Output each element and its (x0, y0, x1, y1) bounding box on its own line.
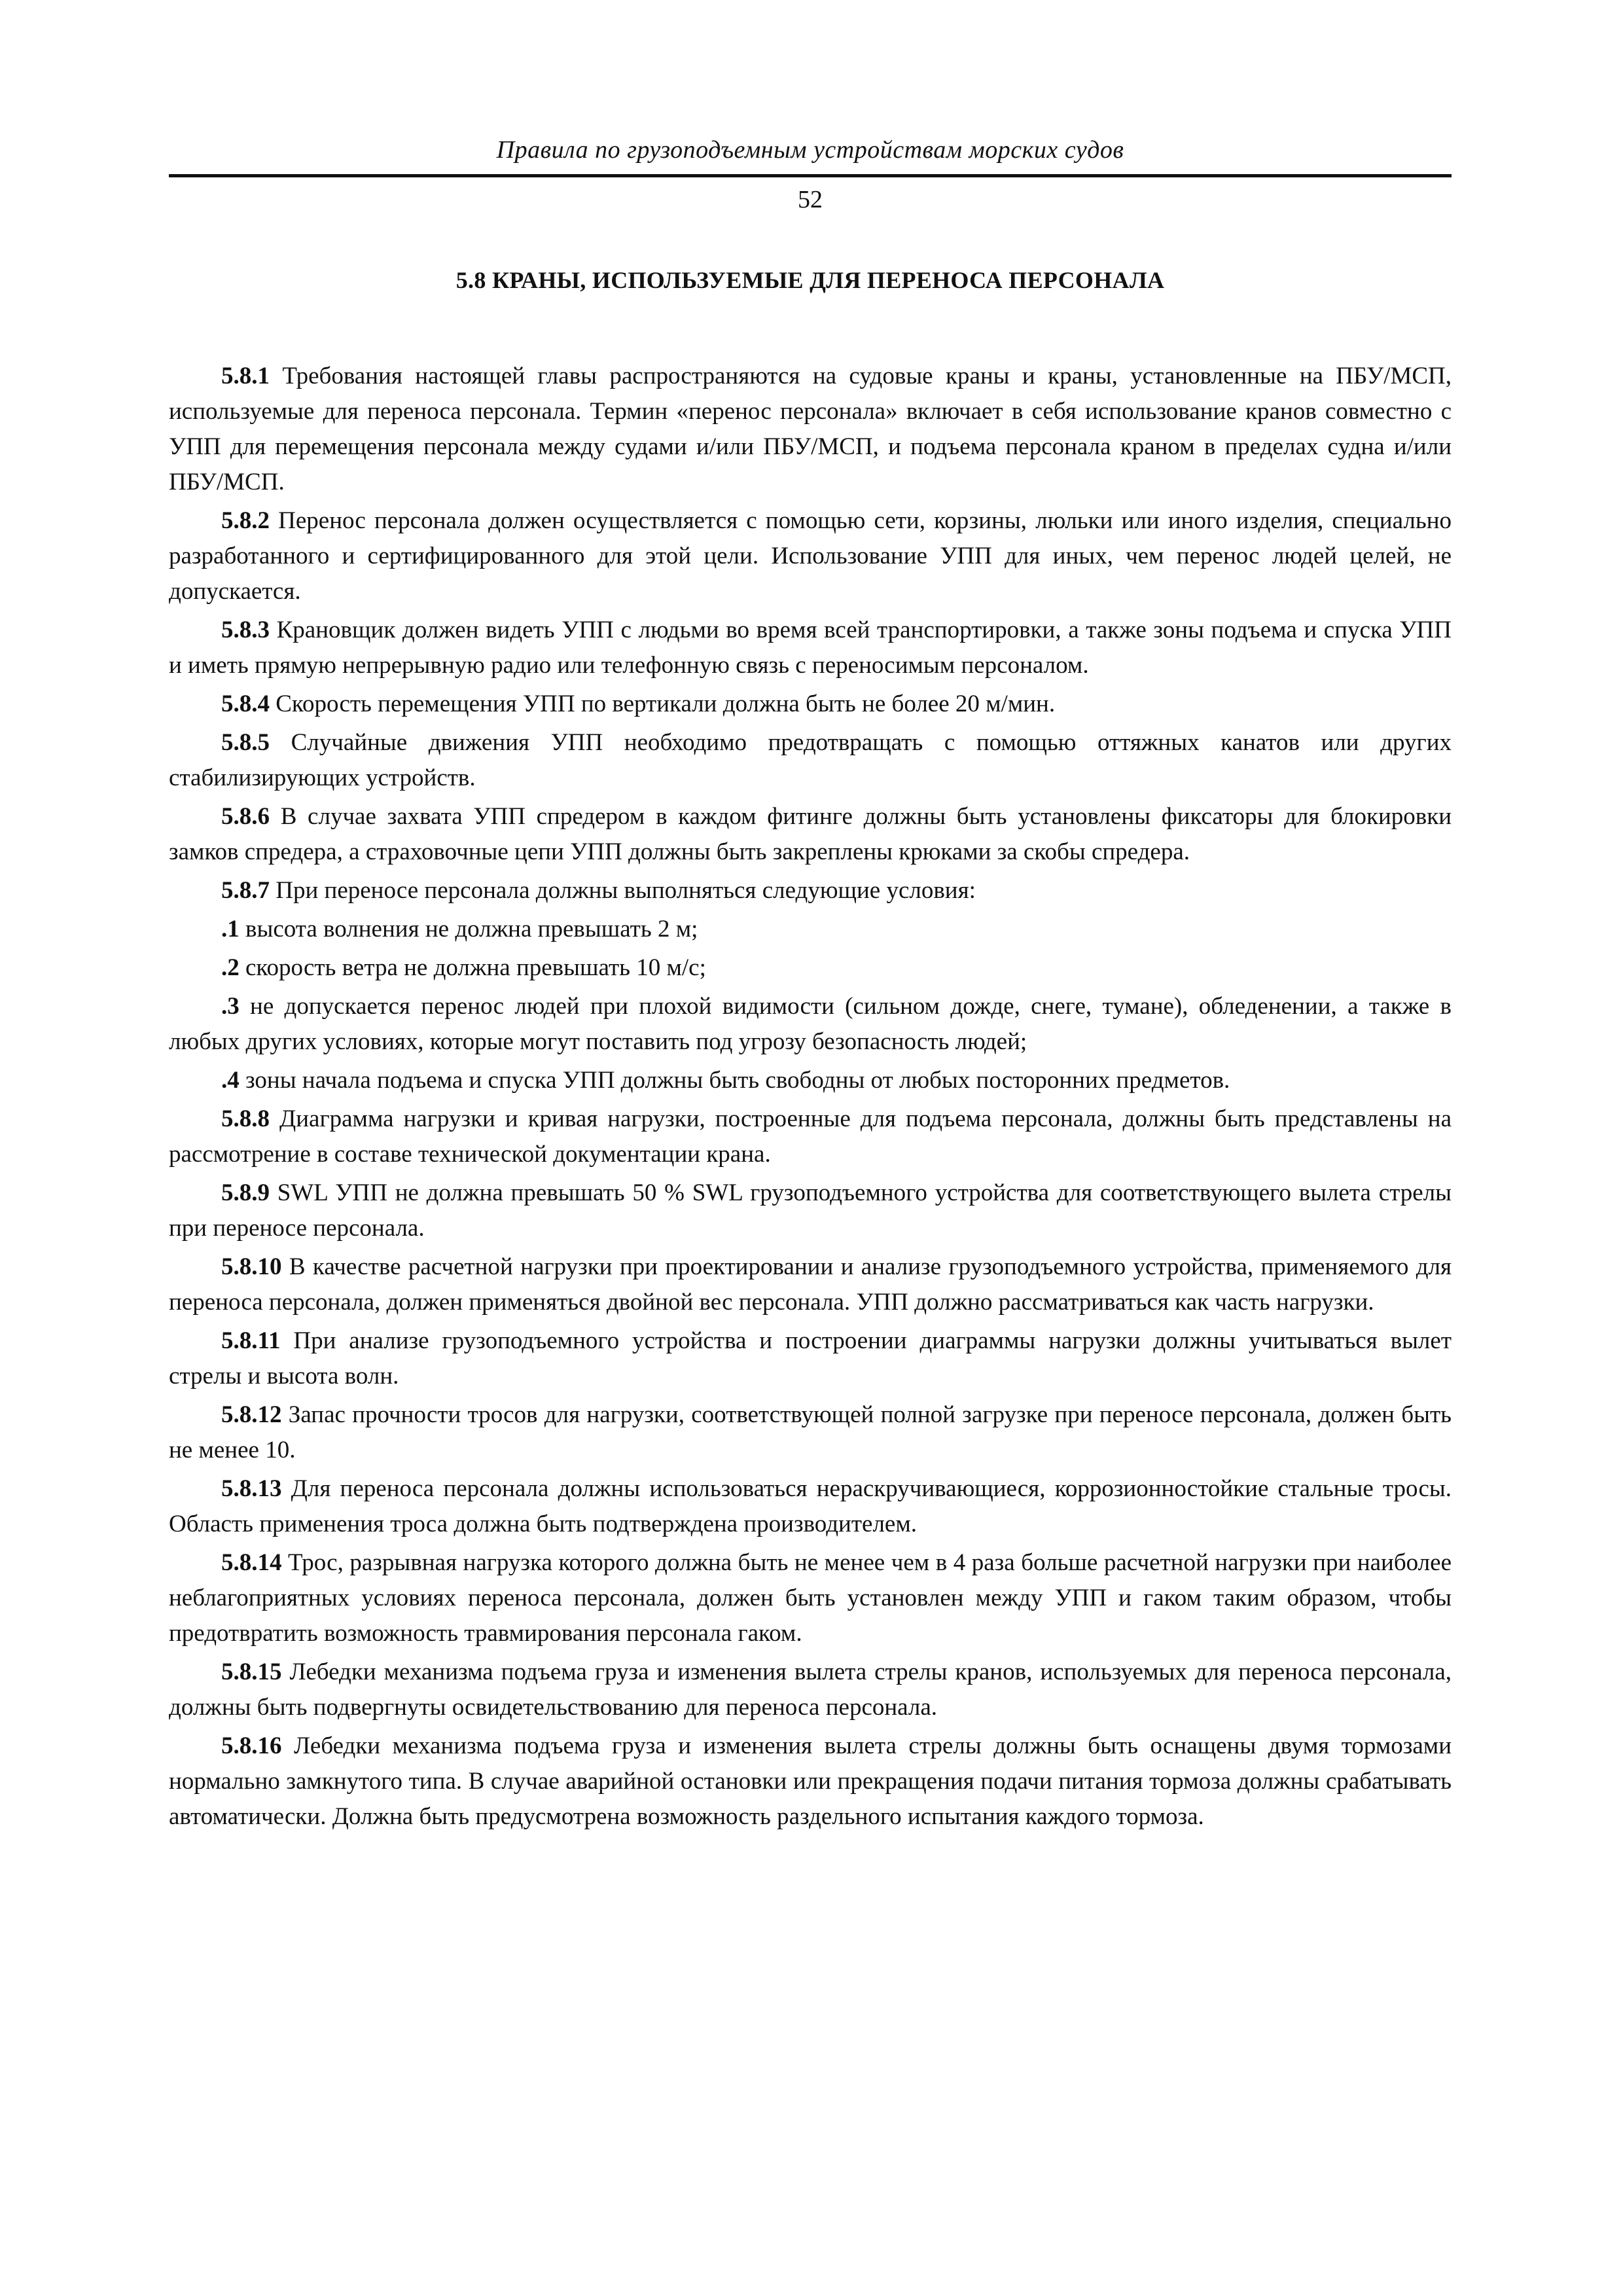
paragraph-number: 5.8.4 (221, 691, 270, 717)
paragraph-5-8-14 (169, 1545, 1452, 1651)
paragraph-5-8-6 (169, 799, 1452, 870)
paragraph-5-8-11 (169, 1323, 1452, 1394)
paragraph-number: 5.8.7 (221, 877, 270, 904)
body-text (169, 359, 1452, 1838)
list-item-text: высота волнения не должна превышать 2 м; (239, 916, 698, 942)
paragraph-text: Случайные движения УПП необходимо предотвращать с помощью оттяжных канатов или других стабилизирующих устройств. (169, 729, 1452, 791)
paragraph-number: 5.8.12 (221, 1401, 282, 1428)
list-item-1 (169, 912, 1452, 947)
paragraph-5-8-2 (169, 503, 1452, 609)
paragraph-number: 5.8.13 (221, 1475, 282, 1502)
paragraph-text: Крановщик должен видеть УПП с людьми во время всей транспортировки, а также зоны подъема и спуска УПП и иметь прямую непрерывную радио или телефонную связь с переносимым персоналом. (169, 617, 1452, 679)
paragraph-5-8-5 (169, 725, 1452, 796)
paragraph-text: Скорость перемещения УПП по вертикали должна быть не более 20 м/мин. (270, 691, 1056, 717)
paragraph-5-8-8 (169, 1102, 1452, 1172)
paragraph-text: При переносе персонала должны выполняться следующие условия: (270, 877, 976, 904)
paragraph-number: 5.8.11 (221, 1327, 281, 1354)
list-item-number: .1 (221, 916, 240, 942)
list-item-text: зоны начала подъема и спуска УПП должны быть свободны от любых посторонних предметов. (239, 1067, 1230, 1094)
paragraph-number: 5.8.16 (221, 1732, 282, 1759)
paragraph-text: Диаграмма нагрузки и кривая нагрузки, построенные для подъема персонала, должны быть представлены на рассмотрение в составе технической документации крана. (169, 1105, 1452, 1168)
paragraph-text: Для переноса персонала должны использоваться нераскручивающиеся, коррозионностойкие стальные тросы. Область применения троса должна быть подтверждена производителем. (169, 1475, 1452, 1537)
section-title: 5.8 КРАНЫ, ИСПОЛЬЗУЕМЫЕ ДЛЯ ПЕРЕНОСА ПЕРСОНАЛА (455, 267, 1165, 293)
paragraph-number: 5.8.3 (221, 617, 270, 643)
paragraph-text: Требования настоящей главы распространяются на судовые краны и краны, установленные на ПБУ/МСП, используемые для переноса персонала. Термин «перенос персонала» включает в себя использование кранов совместно с УПП для перемещения персонала между судами и/или ПБУ/МСП, и подъема персонала краном в пределах судна и/или ПБУ/МСП. (169, 363, 1452, 495)
header-rule (169, 174, 1452, 177)
paragraph-number: 5.8.9 (221, 1179, 270, 1206)
list-item-text: не допускается перенос людей при плохой видимости (сильном дожде, снеге, тумане), обледенении, а также в любых других условиях, которые могут поставить под угрозу безопасность людей; (169, 993, 1452, 1055)
paragraph-5-8-13 (169, 1471, 1452, 1542)
paragraph-5-8-15 (169, 1655, 1452, 1725)
page-number: 52 (798, 186, 823, 213)
list-item-number: .3 (221, 993, 240, 1020)
paragraph-number: 5.8.10 (221, 1253, 282, 1280)
list-item-4 (169, 1063, 1452, 1098)
paragraph-5-8-16 (169, 1729, 1452, 1835)
list-item-text: скорость ветра не должна превышать 10 м/с; (239, 954, 706, 981)
paragraph-5-8-12 (169, 1397, 1452, 1468)
paragraph-5-8-4 (169, 687, 1452, 722)
paragraph-number: 5.8.5 (221, 729, 270, 756)
paragraph-5-8-1 (169, 359, 1452, 500)
paragraph-5-8-9 (169, 1175, 1452, 1246)
list-item-number: .2 (221, 954, 240, 981)
paragraph-text: В случае захвата УПП спредером в каждом фитинге должны быть установлены фиксаторы для блокировки замков спредера, а страховочные цепи УПП должны быть закреплены крюками за скобы спредера. (169, 803, 1452, 865)
paragraph-5-8-7 (169, 873, 1452, 908)
paragraph-number: 5.8.14 (221, 1549, 282, 1576)
paragraph-text: В качестве расчетной нагрузки при проектировании и анализе грузоподъемного устройства, применяемого для переноса персонала, должен применяться двойной вес персонала. УПП должно рассматриваться как часть нагрузки. (169, 1253, 1452, 1316)
paragraph-text: Лебедки механизма подъема груза и изменения вылета стрелы должны быть оснащены двумя тормозами нормально замкнутого типа. В случае аварийной остановки или прекращения подачи питания тормоза должны срабатывать автоматически. Должна быть предусмотрена возможность раздельного испытания каждого тормоза. (169, 1732, 1452, 1830)
paragraph-text: SWL УПП не должна превышать 50 % SWL грузоподъемного устройства для соответствующего вылета стрелы при переносе персонала. (169, 1179, 1452, 1242)
paragraph-number: 5.8.8 (221, 1105, 270, 1132)
list-item-2 (169, 950, 1452, 986)
paragraph-number: 5.8.1 (221, 363, 270, 389)
paragraph-number: 5.8.6 (221, 803, 270, 830)
paragraph-text: При анализе грузоподъемного устройства и построении диаграммы нагрузки должны учитываться вылет стрелы и высота волн. (169, 1327, 1452, 1390)
paragraph-text: Лебедки механизма подъема груза и изменения вылета стрелы кранов, используемых для переноса персонала, должны быть подвергнуты освидетельствованию для переноса персонала. (169, 1659, 1452, 1721)
paragraph-5-8-3 (169, 613, 1452, 683)
paragraph-number: 5.8.15 (221, 1659, 282, 1685)
paragraph-text: Запас прочности тросов для нагрузки, соответствующей полной загрузке при переносе персонала, должен быть не менее 10. (169, 1401, 1452, 1463)
list-item-number: .4 (221, 1067, 240, 1094)
paragraph-text: Трос, разрывная нагрузка которого должна быть не менее чем в 4 раза больше расчетной нагрузки при наиболее неблагоприятных условиях переноса персонала, должен быть установлен между УПП и гаком таким образом, чтобы предотвратить возможность травмирования персонала гаком. (169, 1549, 1452, 1647)
list-item-3 (169, 989, 1452, 1060)
paragraph-5-8-10 (169, 1249, 1452, 1320)
running-header: Правила по грузоподъемным устройствам морских судов (496, 136, 1124, 164)
paragraph-number: 5.8.2 (221, 507, 270, 534)
paragraph-text: Перенос персонала должен осуществляется с помощью сети, корзины, люльки или иного изделия, специально разработанного и сертифицированного для этой цели. Использование УПП для иных, чем перенос людей целей, не допускается. (169, 507, 1452, 605)
